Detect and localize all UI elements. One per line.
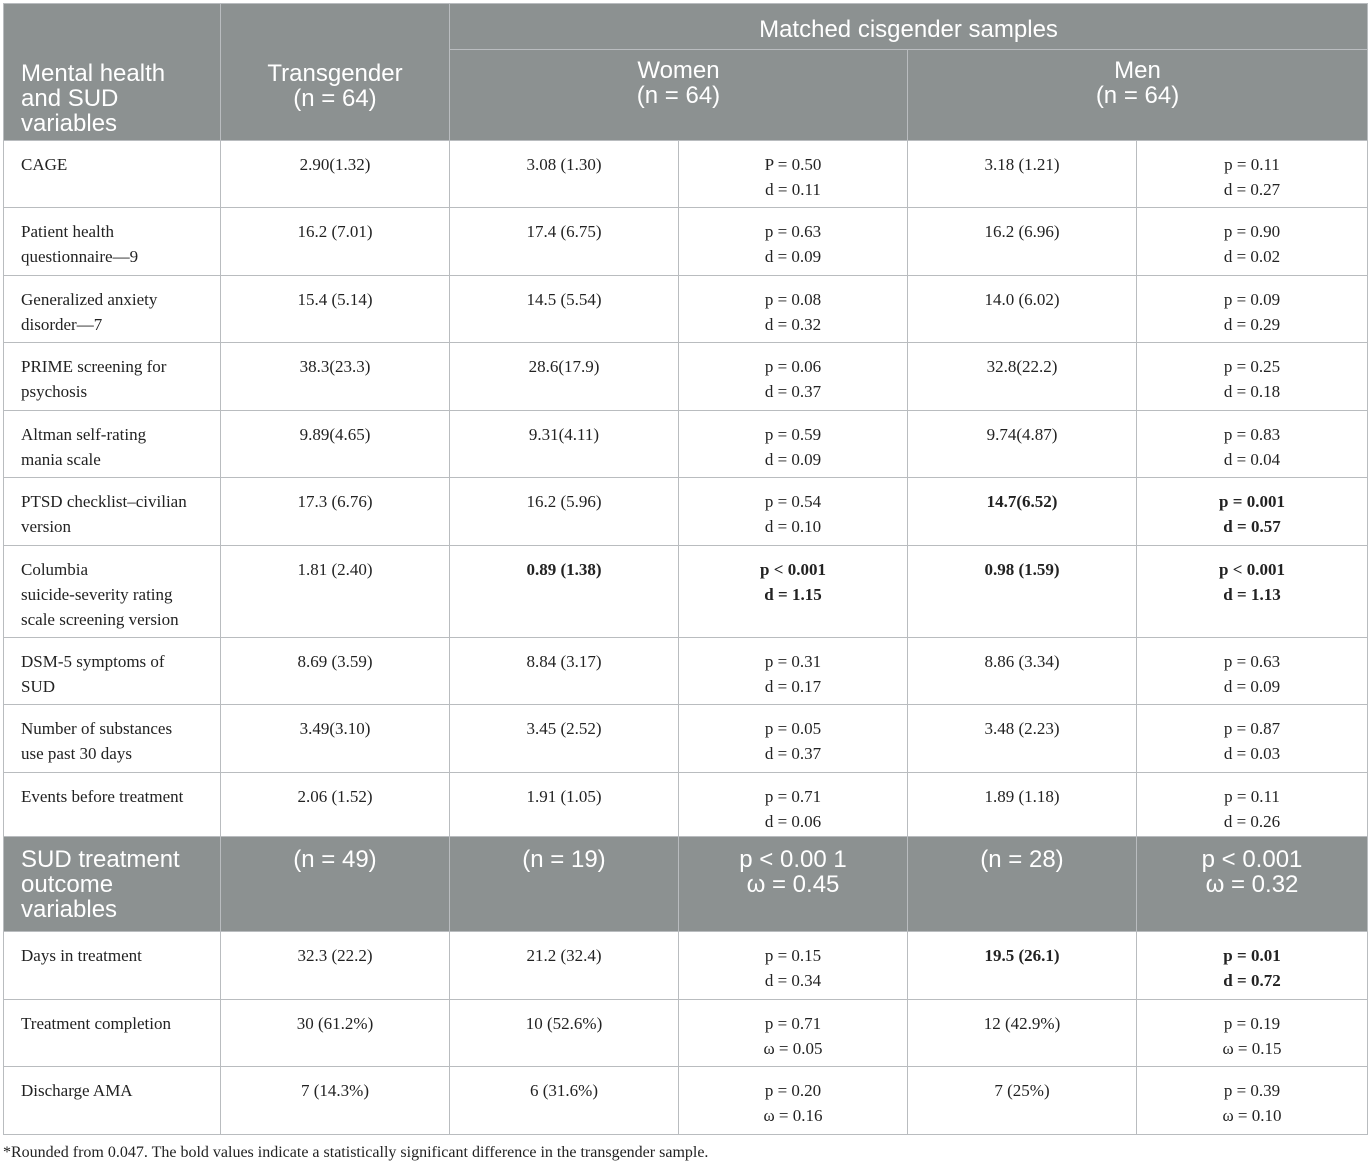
treatment-men-stats: p < 0.001 ω = 0.32 <box>1137 837 1368 932</box>
men-stats: p = 0.90 d = 0.02 <box>1137 208 1368 276</box>
women-stats: p = 0.59 d = 0.09 <box>679 411 908 478</box>
treatment-section-label: SUD treatment outcome variables <box>4 837 221 932</box>
women-stats: P = 0.50 d = 0.11 <box>679 141 908 208</box>
women-value: 0.89 (1.38) <box>450 546 679 638</box>
women-stats: p = 0.54 d = 0.10 <box>679 478 908 546</box>
row-label: Generalized anxiety disorder—7 <box>4 276 221 343</box>
transgender-value: 9.89(4.65) <box>221 411 450 478</box>
transgender-header: Transgender (n = 64) <box>221 4 450 141</box>
men-value: 1.89 (1.18) <box>908 773 1137 837</box>
transgender-value: 7 (14.3%) <box>221 1067 450 1135</box>
mental-health-rows <box>4 141 1368 837</box>
men-value: 16.2 (6.96) <box>908 208 1137 276</box>
table-row <box>4 705 1368 773</box>
women-value: 3.45 (2.52) <box>450 705 679 773</box>
men-stats: p = 0.001 d = 0.57 <box>1137 478 1368 546</box>
transgender-value: 2.90(1.32) <box>221 141 450 208</box>
men-value: 0.98 (1.59) <box>908 546 1137 638</box>
row-label: PRIME screening for psychosis <box>4 343 221 411</box>
transgender-value: 16.2 (7.01) <box>221 208 450 276</box>
transgender-value: 32.3 (22.2) <box>221 932 450 1000</box>
transgender-value: 38.3(23.3) <box>221 343 450 411</box>
women-value: 21.2 (32.4) <box>450 932 679 1000</box>
variables-header: Mental health and SUD variables <box>4 4 221 141</box>
treatment-women-n: (n = 19) <box>450 837 679 932</box>
transgender-value: 1.81 (2.40) <box>221 546 450 638</box>
transgender-value: 15.4 (5.14) <box>221 276 450 343</box>
men-stats: p = 0.19 ω = 0.15 <box>1137 1000 1368 1067</box>
men-stats: p = 0.09 d = 0.29 <box>1137 276 1368 343</box>
table-row <box>4 343 1368 411</box>
men-value: 14.0 (6.02) <box>908 276 1137 343</box>
women-value: 17.4 (6.75) <box>450 208 679 276</box>
row-label: Treatment completion <box>4 1000 221 1067</box>
table-row <box>4 208 1368 276</box>
row-label: Columbia suicide-severity rating scale screening version <box>4 546 221 638</box>
men-value: 12 (42.9%) <box>908 1000 1137 1067</box>
women-value: 9.31(4.11) <box>450 411 679 478</box>
women-header: Women (n = 64) <box>450 50 908 141</box>
men-stats: p = 0.11 d = 0.27 <box>1137 141 1368 208</box>
women-stats: p = 0.71 d = 0.06 <box>679 773 908 837</box>
matched-samples-header: Matched cisgender samples <box>450 4 1368 50</box>
men-stats: p = 0.63 d = 0.09 <box>1137 638 1368 705</box>
treatment-trans-n: (n = 49) <box>221 837 450 932</box>
women-value: 28.6(17.9) <box>450 343 679 411</box>
women-stats: p = 0.08 d = 0.32 <box>679 276 908 343</box>
transgender-value: 17.3 (6.76) <box>221 478 450 546</box>
treatment-rows <box>4 932 1368 1135</box>
row-label: Days in treatment <box>4 932 221 1000</box>
row-label: Events before treatment <box>4 773 221 837</box>
transgender-value: 3.49(3.10) <box>221 705 450 773</box>
women-stats: p = 0.20 ω = 0.16 <box>679 1067 908 1135</box>
table-row <box>4 141 1368 208</box>
men-value: 9.74(4.87) <box>908 411 1137 478</box>
transgender-value: 8.69 (3.59) <box>221 638 450 705</box>
men-value: 3.48 (2.23) <box>908 705 1137 773</box>
row-label: Patient health questionnaire—9 <box>4 208 221 276</box>
men-stats: p = 0.11 d = 0.26 <box>1137 773 1368 837</box>
men-stats: p = 0.87 d = 0.03 <box>1137 705 1368 773</box>
women-value: 3.08 (1.30) <box>450 141 679 208</box>
women-value: 1.91 (1.05) <box>450 773 679 837</box>
women-stats: p < 0.001 d = 1.15 <box>679 546 908 638</box>
men-value: 32.8(22.2) <box>908 343 1137 411</box>
women-stats: p = 0.71 ω = 0.05 <box>679 1000 908 1067</box>
row-label: Altman self-rating mania scale <box>4 411 221 478</box>
table-row <box>4 932 1368 1000</box>
men-header: Men (n = 64) <box>908 50 1368 141</box>
treatment-women-stats: p < 0.00 1 ω = 0.45 <box>679 837 908 932</box>
men-stats: p < 0.001 d = 1.13 <box>1137 546 1368 638</box>
treatment-section-header <box>4 837 1368 932</box>
women-stats: p = 0.06 d = 0.37 <box>679 343 908 411</box>
table-row <box>4 546 1368 638</box>
men-value: 3.18 (1.21) <box>908 141 1137 208</box>
transgender-value: 2.06 (1.52) <box>221 773 450 837</box>
men-value: 19.5 (26.1) <box>908 932 1137 1000</box>
transgender-value: 30 (61.2%) <box>221 1000 450 1067</box>
women-stats: p = 0.63 d = 0.09 <box>679 208 908 276</box>
table-row <box>4 1000 1368 1067</box>
men-stats: p = 0.83 d = 0.04 <box>1137 411 1368 478</box>
row-label: CAGE <box>4 141 221 208</box>
table-row <box>4 411 1368 478</box>
men-stats: p = 0.01 d = 0.72 <box>1137 932 1368 1000</box>
results-table <box>3 3 1368 1135</box>
men-value: 14.7(6.52) <box>908 478 1137 546</box>
women-value: 10 (52.6%) <box>450 1000 679 1067</box>
table-row <box>4 478 1368 546</box>
men-value: 7 (25%) <box>908 1067 1137 1135</box>
table-row <box>4 1067 1368 1135</box>
women-value: 8.84 (3.17) <box>450 638 679 705</box>
table-header <box>4 4 1368 141</box>
women-stats: p = 0.05 d = 0.37 <box>679 705 908 773</box>
men-value: 8.86 (3.34) <box>908 638 1137 705</box>
row-label: Discharge AMA <box>4 1067 221 1135</box>
row-label: PTSD checklist–civilian version <box>4 478 221 546</box>
table-footnote: *Rounded from 0.047. The bold values indicate a statistically significant difference in the transgender sample. <box>3 1144 709 1161</box>
women-stats: p = 0.31 d = 0.17 <box>679 638 908 705</box>
women-value: 16.2 (5.96) <box>450 478 679 546</box>
row-label: Number of substances use past 30 days <box>4 705 221 773</box>
table-row <box>4 638 1368 705</box>
table-row <box>4 773 1368 837</box>
women-stats: p = 0.15 d = 0.34 <box>679 932 908 1000</box>
men-stats: p = 0.39 ω = 0.10 <box>1137 1067 1368 1135</box>
women-value: 14.5 (5.54) <box>450 276 679 343</box>
men-stats: p = 0.25 d = 0.18 <box>1137 343 1368 411</box>
treatment-men-n: (n = 28) <box>908 837 1137 932</box>
table-row <box>4 276 1368 343</box>
row-label: DSM-5 symptoms of SUD <box>4 638 221 705</box>
women-value: 6 (31.6%) <box>450 1067 679 1135</box>
